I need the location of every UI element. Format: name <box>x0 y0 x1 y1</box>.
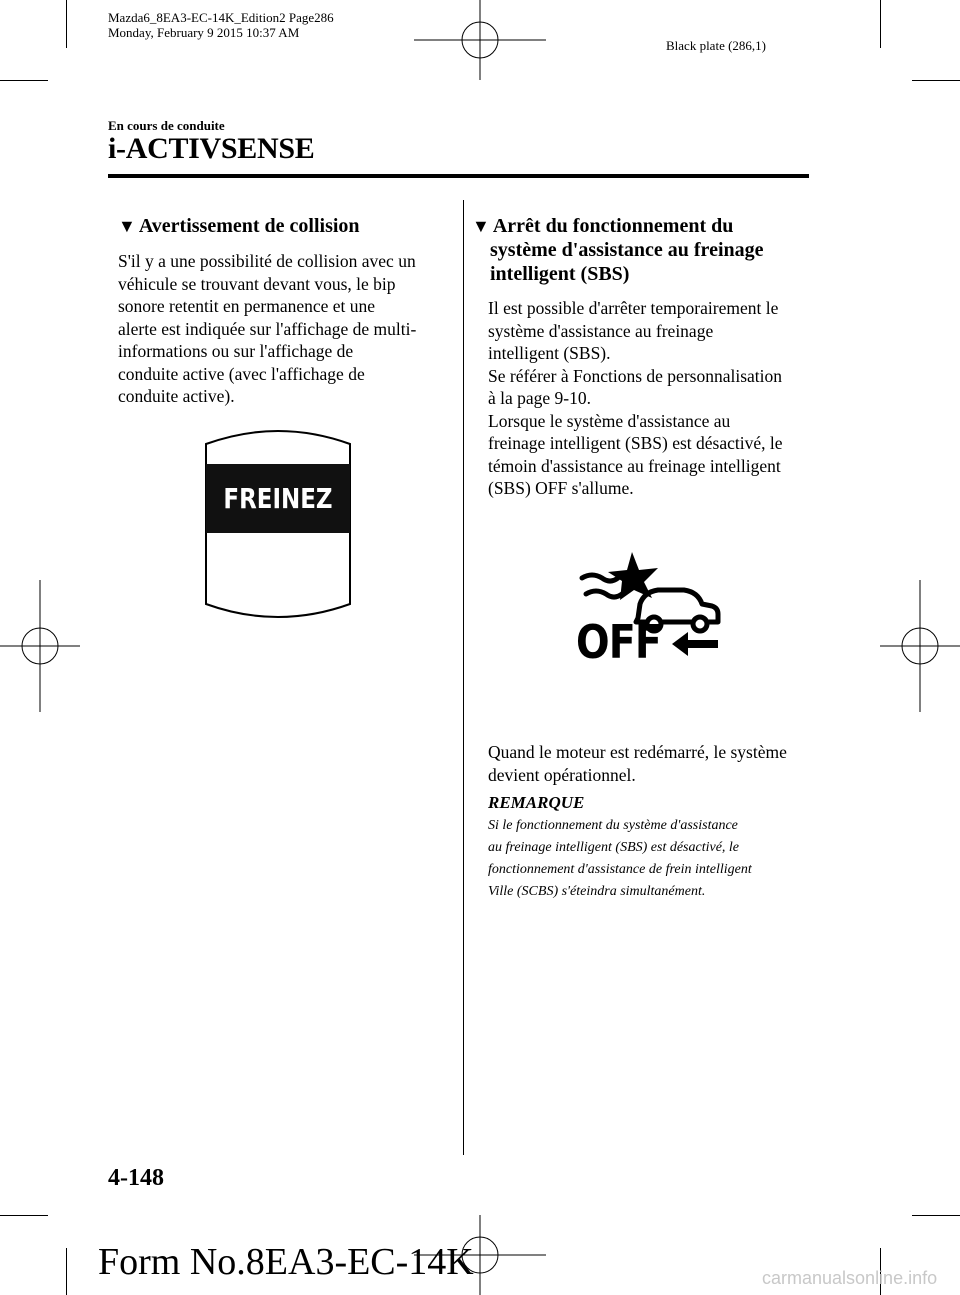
crop-mark <box>66 1248 67 1295</box>
section-triangle-icon: ▼ <box>472 216 490 236</box>
crop-mark <box>0 80 48 81</box>
text-line: devient opérationnel. <box>488 764 636 785</box>
crop-mark <box>880 0 881 48</box>
watermark: carmanualsonline.info <box>762 1268 938 1288</box>
restart-paragraph <box>488 741 813 786</box>
note-line: Ville (SCBS) s'éteindra simultanément. <box>488 884 706 899</box>
chapter-title: i-ACTIVSENSE <box>108 132 315 165</box>
text-line: conduite active). <box>118 386 235 406</box>
section-triangle-icon: ▼ <box>118 216 136 236</box>
form-number: Form No.8EA3-EC-14K <box>98 1241 474 1283</box>
note-line: au freinage intelligent (SBS) est désactivé, le <box>488 840 740 855</box>
text-line: Quand le moteur est redémarré, le système <box>488 742 787 762</box>
brake-warning-text: FREINEZ ! <box>223 482 333 584</box>
brake-warning-display <box>205 424 351 621</box>
text-line: Lorsque le système d'assistance au <box>488 410 731 431</box>
page-number: 4-148 <box>108 1165 164 1191</box>
registration-mark-left <box>0 580 80 712</box>
column-separator <box>463 200 464 1155</box>
text-line: Se référer à Fonctions de personnalisation <box>488 365 783 386</box>
text-line: témoin d'assistance au freinage intelligent <box>488 455 781 476</box>
crop-mark <box>912 80 960 81</box>
sbs-off-indicator <box>572 548 722 672</box>
sbs-off-text: OFF <box>576 615 662 669</box>
heading-text: intelligent (SBS) <box>490 263 630 285</box>
print-header-line1: Mazda6_8EA3-EC-14K_Edition2 Page286 <box>108 10 334 25</box>
print-header <box>108 10 334 40</box>
text-line: (SBS) OFF s'allume. <box>488 478 634 498</box>
text-line: à la page 9-10. <box>488 388 592 408</box>
note-title: REMARQUE <box>488 793 585 812</box>
note-line: fonctionnement d'assistance de frein intelligent <box>488 862 752 877</box>
heading-text: Arrêt du fonctionnement du <box>492 215 734 237</box>
section-label: En cours de conduite <box>108 118 225 133</box>
registration-mark-top <box>414 0 546 80</box>
text-line: sonore retentit en permanence et une <box>118 296 376 316</box>
plate-label: Black plate (286,1) <box>666 38 766 53</box>
crop-mark <box>0 1215 48 1216</box>
note-line: Si le fonctionnement du système d'assistance <box>488 818 738 833</box>
text-line: alerte est indiquée sur l'affichage de multi- <box>118 318 417 339</box>
note-body <box>488 815 808 903</box>
text-line: freinage intelligent (SBS) est désactivé, le <box>488 433 783 453</box>
text-line: Il est possible d'arrêter temporairement le <box>488 298 779 318</box>
collision-paragraph <box>118 250 448 408</box>
heading-text: Avertissement de collision <box>138 215 360 237</box>
heading-text: système d'assistance au freinage <box>490 239 764 261</box>
registration-mark-right <box>880 580 960 712</box>
text-line: intelligent (SBS). <box>488 343 611 363</box>
header-rule <box>108 174 809 178</box>
text-line: système d'assistance au freinage <box>488 320 714 341</box>
sbs-paragraph <box>488 297 813 500</box>
heading-sbs-deactivation <box>472 214 764 286</box>
print-header-line2: Monday, February 9 2015 10:37 AM <box>108 25 300 40</box>
text-line: informations ou sur l'affichage de <box>118 341 354 361</box>
text-line: véhicule se trouvant devant vous, le bip <box>118 273 396 294</box>
text-line: S'il y a une possibilité de collision avec un <box>118 251 416 271</box>
crop-mark <box>66 0 67 48</box>
crop-mark <box>912 1215 960 1216</box>
heading-collision-warning <box>118 214 360 238</box>
text-line: conduite active (avec l'affichage de <box>118 363 365 384</box>
